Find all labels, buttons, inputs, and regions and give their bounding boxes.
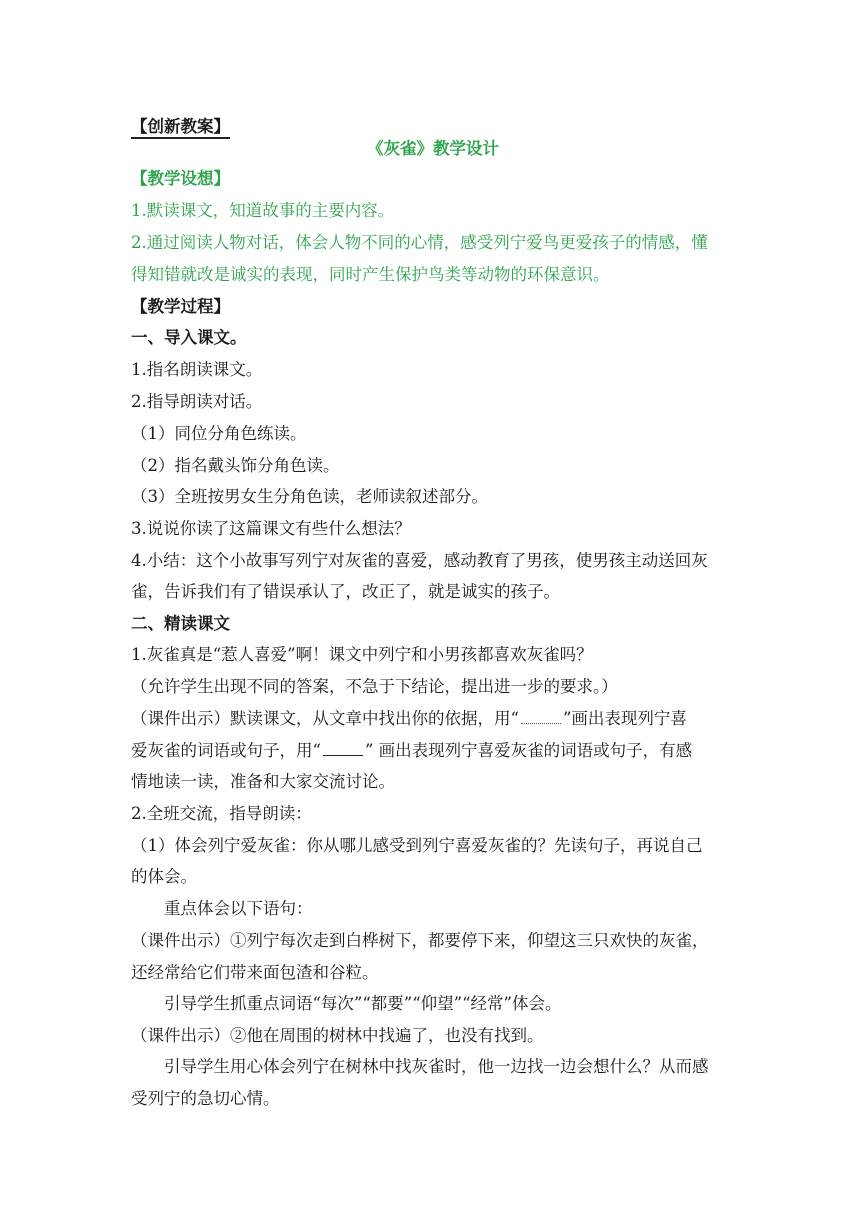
part2-para-2a-line-2: 的体会。 <box>131 867 197 886</box>
guide-1: 引导学生抓重点词语“每次”“都要”“仰望”“经常”体会。 <box>164 994 562 1013</box>
part2-task-line-2 <box>131 740 734 762</box>
part2-task-text-b: ”画出表现列宁喜 <box>562 709 687 728</box>
part1-step-4-line-2: 雀，告诉我们有了错误承认了，改正了，就是诚实的孩子。 <box>131 582 560 601</box>
part1-step-2c: （3）全班按男女生分角色读，老师读叙述部分。 <box>131 487 488 506</box>
quote-1-line-1: （课件出示）①列宁每次走到白桦树下，都要停下来，仰望这三只欢快的灰雀， <box>131 931 709 950</box>
quote-1-line-2: 还经常给它们带来面包渣和谷粒。 <box>131 963 379 982</box>
part1-step-2a: （1）同位分角色练读。 <box>131 424 307 443</box>
guide-2-line-2: 受列宁的急切心情。 <box>131 1089 280 1108</box>
part1-step-2b: （2）指名戴头饰分角色读。 <box>131 456 340 475</box>
part1-step-4-line-1: 4.小结：这个小故事写列宁对灰雀的喜爱，感动教育了男孩，使男孩主动送回灰 <box>131 551 708 570</box>
part2-para-2a-line-1: （1）体会列宁爱灰雀：你从哪儿感受到列宁喜爱灰雀的？先读句子，再说自己 <box>131 836 703 855</box>
part2-para-2: 2.全班交流，指导朗读： <box>131 804 312 823</box>
design-goal-2-line-2: 得知错就改是诚实的表现，同时产生保护鸟类等动物的环保意识。 <box>131 265 610 284</box>
part2-task-text-d: ” 画出表现列宁喜爱灰雀的词语或句子，有感 <box>364 741 693 760</box>
part1-step-3: 3.说说你读了这篇课文有些什么想法？ <box>131 519 411 538</box>
design-heading: 【教学设想】 <box>131 169 230 188</box>
part2-para-1: 1.灰雀真是“惹人喜爱”啊！课文中列宁和小男孩都喜欢灰雀吗？ <box>131 645 593 664</box>
part2-task-text-a: （课件出示）默读课文，从文章中找出你的依据，用“ <box>131 709 519 728</box>
part2-para-1-note: （允许学生出现不同的答案，不急于下结论，提出进一步的要求。） <box>131 677 618 696</box>
part2-task-text-c: 爱灰雀的词语或句子，用“ <box>131 741 321 760</box>
part1-step-2: 2.指导朗读对话。 <box>131 392 263 411</box>
focus-intro: 重点体会以下语句： <box>164 899 313 918</box>
header-tag-line <box>131 116 734 138</box>
guide-2-line-1: 引导学生用心体会列宁在树林中找灰雀时，他一边找一边会想什么？从而感 <box>164 1057 709 1076</box>
page-title: 《灰雀》教学设计 <box>367 139 499 158</box>
part2-task-line-1 <box>131 708 734 730</box>
process-heading: 【教学过程】 <box>131 297 230 316</box>
design-goal-2-line-1: 2.通过阅读人物对话，体会人物不同的心情，感受列宁爱鸟更爱孩子的情感，懂 <box>131 233 708 252</box>
part2-heading: 二、精读课文 <box>131 614 230 633</box>
header-tag: 【创新教案】 <box>131 117 230 139</box>
design-goal-1: 1.默读课文，知道故事的主要内容。 <box>131 201 395 220</box>
part1-heading: 一、导入课文。 <box>131 328 247 347</box>
straight-underline-mark <box>323 741 363 756</box>
wavy-underline-mark <box>521 709 561 724</box>
part1-step-1: 1.指名朗读课文。 <box>131 360 263 379</box>
quote-2: （课件出示）②他在周围的树林中找遍了，也没有找到。 <box>131 1026 544 1045</box>
part2-task-line-3: 情地读一读，准备和大家交流讨论。 <box>131 772 395 791</box>
